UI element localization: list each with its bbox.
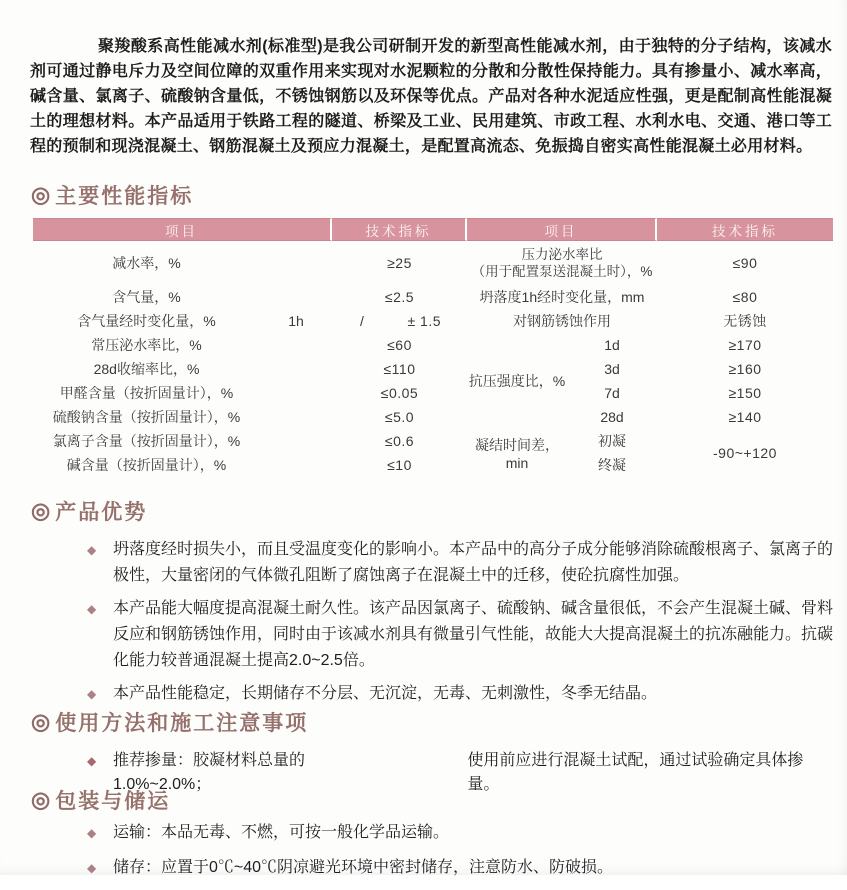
label-line2: （用于配置泵送混凝土时），%	[471, 264, 653, 279]
list-item	[87, 537, 833, 589]
bullseye-icon: ◎	[31, 182, 51, 207]
list-item	[87, 855, 833, 881]
diamond-bullet-icon: ◆	[87, 602, 97, 616]
perf-item-label: 常压泌水率比，%	[91, 337, 202, 353]
strength-value: ≥170	[728, 337, 762, 353]
diamond-bullet-icon: ◆	[87, 826, 97, 840]
strength-value: ≥150	[728, 385, 762, 401]
packaging-list	[87, 820, 833, 890]
perf-item-label: 甲醛含量（按折固量计），%	[59, 385, 234, 401]
bullseye-icon: ◎	[31, 787, 51, 812]
list-item	[87, 596, 833, 674]
setting-group-label: 凝结时间差，min	[475, 437, 559, 471]
strength-age: 28d	[600, 409, 624, 425]
section-title: 包装与储运	[55, 790, 171, 813]
perf-item-time: 1h	[288, 313, 304, 329]
section-heading-usage	[31, 707, 308, 737]
perf-spec-value: ≥25	[387, 255, 412, 271]
strength-group-label: 抗压强度比，%	[468, 373, 566, 389]
setting-sub-initial: 初凝	[598, 433, 626, 449]
perf-spec-value: ≤110	[383, 361, 416, 377]
bullseye-icon: ◎	[31, 709, 51, 734]
table-header-spec-right: 技术指标	[657, 218, 833, 241]
dosage-note-text: 使用前应进行混凝土试配，通过试验确定具体掺量。	[467, 752, 804, 793]
diamond-bullet-icon: ◆	[87, 543, 97, 557]
table-header-item-right: 项目	[467, 218, 657, 241]
tolerance-value: ± 1.5	[407, 313, 441, 329]
section-title: 产品优势	[55, 501, 148, 524]
performance-table	[33, 218, 833, 477]
section-title: 主要性能指标	[55, 185, 194, 208]
strength-age: 1d	[604, 337, 620, 353]
perf-spec-value: ≤0.6	[384, 433, 415, 449]
diamond-bullet-icon: ◆	[87, 687, 97, 701]
bullseye-icon: ◎	[31, 498, 51, 523]
intro-paragraph: 聚羧酸系高性能减水剂(标准型)是我公司研制开发的新型高性能减水剂，由于独特的分子结构，该减水剂可通过静电斥力及空间位障的双重作用来实现对水泥颗粒的分散和分散性保持能力。具有掺量小、减水率高，碱含量、氯离子、硫酸钠含量低，不锈蚀钢筋以及环保等优点。产品对各种水泥适应性强，更是配制高性能混凝土的理想材料。本产品适用于铁路工程的隧道、桥梁及工业、民用建筑、市政工程、水利水电、交通、港口等工程的预制和现浇混凝土、钢筋混凝土及预应力混凝土，是配置高流态、免振捣自密实高性能混凝土必用材料。	[30, 38, 832, 155]
table-header-item-left: 项目	[33, 218, 332, 241]
perf-spec-value: ≤0.05	[380, 385, 419, 401]
slash-separator: /	[360, 313, 365, 329]
perf-spec-value: 无锈蚀	[723, 313, 767, 329]
perf-item-label: 减水率，%	[112, 255, 181, 271]
perf-item-label: 硫酸钠含量（按折固量计），%	[52, 409, 241, 425]
perf-item-label: 28d收缩率比，%	[93, 361, 200, 377]
list-item-text: 本产品能大幅度提高混凝土耐久性。该产品因氯离子、硫酸钠、碱含量很低，不会产生混凝土碱、骨料反应和钢筋锈蚀作用，同时由于该减水剂具有微量引气性能，故能大大提高混凝土的抗冻融能力。抗碳化能力较普通混凝土提高2.0~2.5倍。	[113, 600, 834, 669]
section-heading-packaging	[31, 785, 170, 815]
perf-item-label: 含气量经时变化量，%	[77, 313, 216, 329]
section-heading-performance	[31, 180, 193, 210]
perf-item-label: 氯离子含量（按折固量计），%	[52, 433, 241, 449]
diamond-bullet-icon: ◆	[87, 861, 97, 875]
advantages-list	[87, 537, 833, 714]
strength-value: ≥140	[728, 409, 762, 425]
diamond-bullet-icon: ◆	[87, 754, 97, 768]
perf-item-label: 坍落度1h经时变化量，mm	[479, 289, 645, 305]
strength-value: ≥160	[728, 361, 762, 377]
perf-spec-value: ≤10	[387, 457, 412, 473]
perf-item-label	[467, 241, 657, 285]
list-item	[87, 681, 833, 707]
list-item-text: 运输：本品无毒、不燃，可按一般化学品运输。	[113, 824, 450, 841]
perf-spec-value	[332, 309, 467, 333]
label-line1: 压力泌水率比	[521, 247, 603, 262]
perf-item-label: 对钢筋锈蚀作用	[513, 313, 611, 329]
section-title: 使用方法和施工注意事项	[55, 712, 309, 735]
usage-dosage-row	[87, 749, 833, 797]
list-item-text: 坍落度经时损失小，而且受温度变化的影响小。本产品中的高分子成分能够消除硫酸根离子、氯离子的极性，大量密闭的气体微孔阻断了腐蚀离子在混凝土中的迁移，使砼抗腐性加强。	[113, 541, 834, 584]
perf-spec-value: ≤5.0	[384, 409, 415, 425]
table-header-spec-left: 技术指标	[332, 218, 467, 241]
dosage-text: 推荐掺量：胶凝材料总量的1.0%~2.0%；	[113, 752, 306, 793]
perf-item-label: 含气量，%	[112, 289, 181, 305]
strength-age: 7d	[604, 385, 620, 401]
strength-age: 3d	[604, 361, 620, 377]
section-heading-advantages	[31, 496, 147, 526]
list-item	[87, 820, 833, 846]
list-item-text: 本产品性能稳定，长期储存不分层、无沉淀，无毒、无刺激性，冬季无结晶。	[113, 685, 658, 702]
perf-spec-value: ≤2.5	[384, 289, 415, 305]
perf-spec-value: ≤80	[732, 289, 758, 305]
setting-value: -90~+120	[713, 445, 777, 461]
perf-spec-value: ≤60	[387, 337, 412, 353]
perf-spec-value: ≤90	[732, 255, 758, 271]
setting-sub-final: 终凝	[598, 457, 626, 473]
perf-item-label: 碱含量（按折固量计），%	[66, 457, 227, 473]
list-item-text: 储存：应置于0℃~40℃阴凉避光环境中密封储存，注意防水、防破损。	[113, 859, 614, 876]
